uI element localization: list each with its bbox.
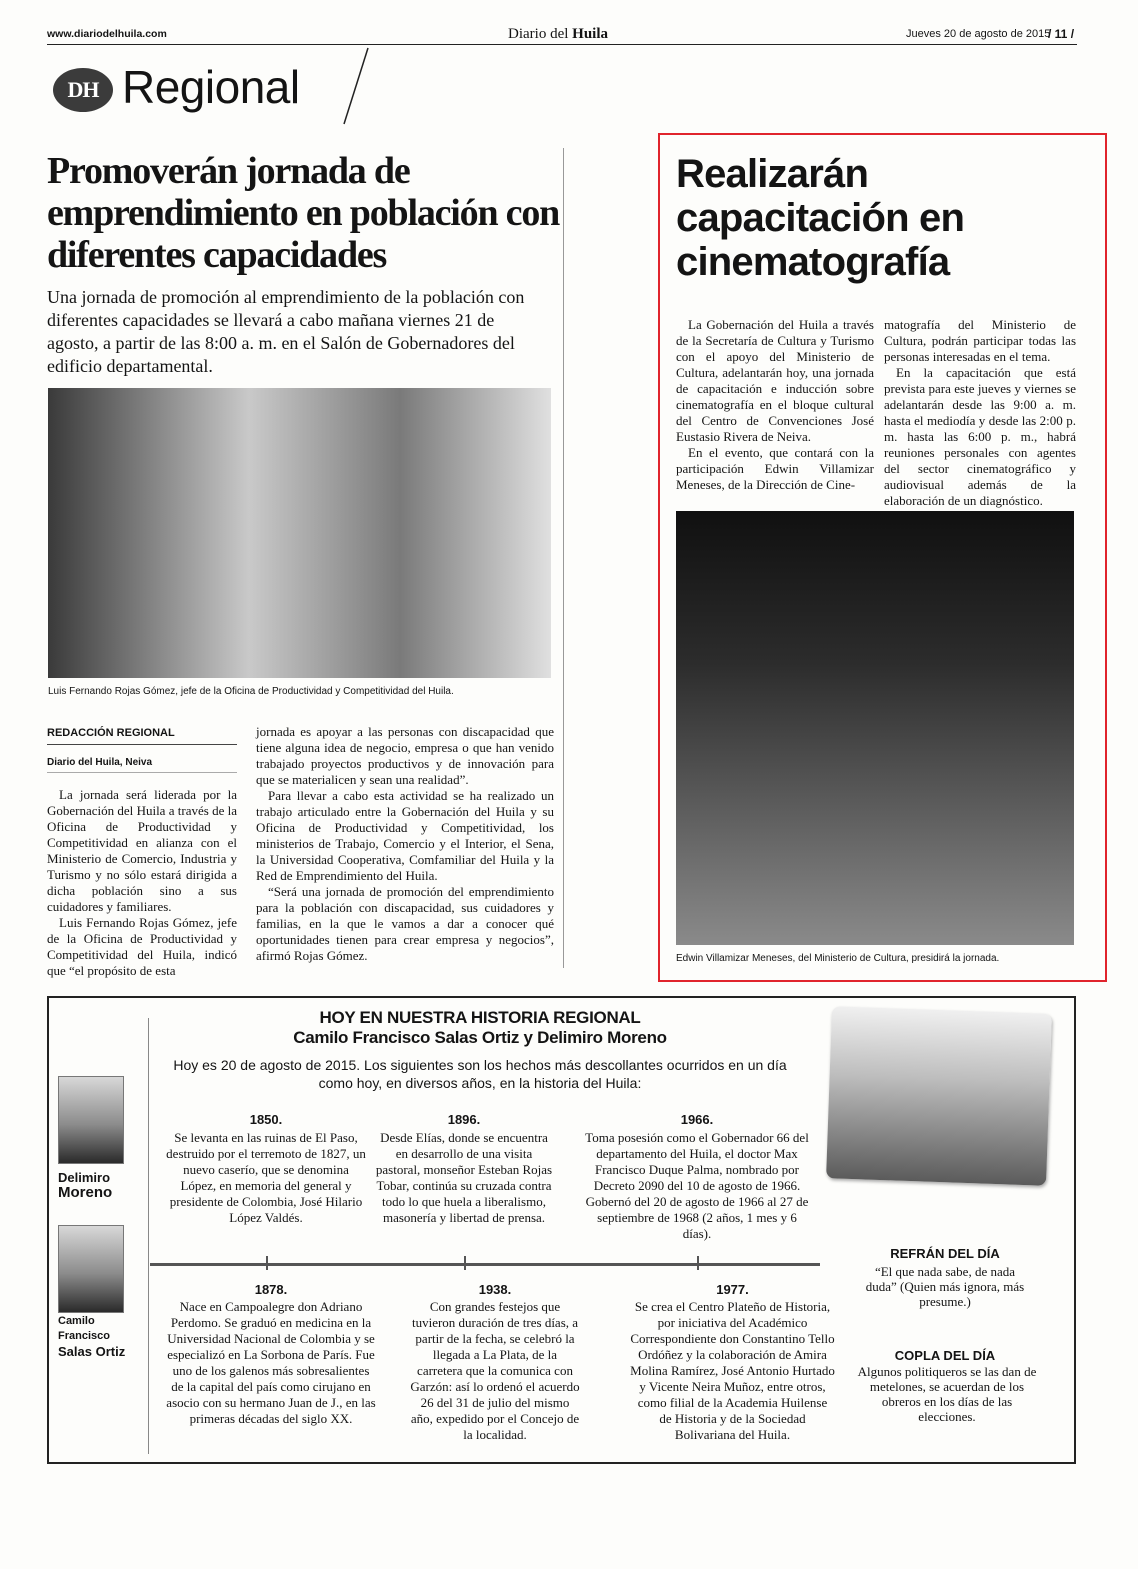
- event-year: 1938.: [478, 1282, 512, 1297]
- author-first-name: Camilo Francisco: [58, 1315, 110, 1342]
- timeline-line: [150, 1263, 820, 1266]
- byline-rule: [47, 772, 237, 773]
- copla-text: Algunos politiqueros se las dan de metelones, se acuerdan de los obreros en los días de las elecciones.: [857, 1364, 1037, 1424]
- author-last-name: Moreno: [58, 1184, 113, 1201]
- byline: REDACCIÓN REGIONAL: [47, 727, 175, 739]
- paragraph: En el evento, que contará con la participación Edwin Villamizar Meneses, de la Dirección de Cine-: [676, 445, 874, 492]
- author-name-salas: [58, 1314, 142, 1359]
- history-authors: Camilo Francisco Salas Ortiz y Delimiro Moreno: [293, 1028, 667, 1047]
- timeline-tick: [464, 1256, 466, 1270]
- event-text: Con grandes festejos que tuvieron duración de tres días, a partir de la fecha, se celebró la llegada a La Plata, de la carretera que la comunica con Garzón: así lo ordenó el acuerdo 26 del 31 de julio del mismo año, expedido por el Concejo de la localidad.: [410, 1299, 580, 1442]
- history-intro: Hoy es 20 de agosto de 2015. Los siguientes son los hechos más descollantes ocurridos en un día como hoy, en diversos años, en la historia del Huila:: [173, 1057, 787, 1091]
- event-year: 1966.: [680, 1112, 714, 1127]
- event-year: 1977.: [716, 1282, 749, 1297]
- history-title: HOY EN NUESTRA HISTORIA REGIONAL: [319, 1008, 641, 1027]
- column-divider: [563, 148, 564, 968]
- section-title: Regional: [122, 61, 300, 113]
- author-portrait-salas: [58, 1225, 124, 1313]
- author-portrait-moreno: [58, 1076, 124, 1164]
- left-lede: Una jornada de promoción al emprendimiento de la población con diferentes capacidades se llevará a cabo mañana viernes 21 de agosto, a partir de las 8:00 a. m. en el Salón de Gobernadores del edificio departamental.: [47, 287, 525, 376]
- refran-text: “El que nada sabe, de nada duda” (Quien más ignora, más presume.): [865, 1264, 1025, 1309]
- event-text: Toma posesión como el Gobernador 66 del departamento del Huila, el doctor Max Francisco Duque Palma, nombrado por Decreto 2090 del 10 de agosto de 1966. Gobernó del 20 de agosto de 1966 al 27 de septiembre de 1968 (2 años, 1 mes y 6 días).: [585, 1130, 809, 1241]
- left-photo-caption: Luis Fernando Rojas Gómez, jefe de la Oficina de Productividad y Competitividad del Huila.: [48, 686, 454, 697]
- masthead: [508, 26, 608, 43]
- camera-operator-photo: [676, 511, 1074, 945]
- refran-title: REFRÁN DEL DÍA: [890, 1246, 1000, 1261]
- header-rule: [47, 44, 1077, 45]
- author-last-name: Salas Ortiz: [58, 1344, 126, 1359]
- event-year: 1878.: [254, 1282, 288, 1297]
- section-logo: DH: [53, 68, 113, 112]
- meeting-photo: [48, 388, 551, 678]
- event-year: 1896.: [447, 1112, 481, 1127]
- issue-date: Jueves 20 de agosto de 2015: [906, 28, 1051, 40]
- paragraph: “Será una jornada de promoción del emprendimiento para la población con discapacidad, sus cuidadores y familias, en la que le vamos a dar a conocer qué oportunidades tienen para crear empresa y negocios”, afirmó Rojas Gómez.: [256, 884, 554, 963]
- paragraph: matografía del Ministerio de Cultura, podrán participar todas las personas interesadas en el tema.: [884, 317, 1076, 364]
- copla-title: COPLA DEL DÍA: [894, 1348, 996, 1363]
- event-year: 1850.: [249, 1112, 283, 1127]
- event-text: Se levanta en las ruinas de El Paso, destruido por el terremoto de 1827, un nuevo caserío, que se denomina López, en memoria del general y presidente de Colombia, José Hilario López Valdés.: [166, 1130, 366, 1225]
- left-article-column-1: [47, 787, 237, 979]
- page-number: / 11 /: [1048, 27, 1075, 41]
- paragraph: jornada es apoyar a las personas con discapacidad que tiene alguna idea de negocio, empresa o que han venido trabajado proyectos productivos y de innovación para que se materialicen y sean una realidad”.: [256, 724, 554, 787]
- section-slash-decoration: [338, 46, 372, 126]
- author-name-moreno: [58, 1170, 138, 1200]
- paragraph: La Gobernación del Huila a través de la Secretaría de Cultura y Turismo con el apoyo del Ministerio de Cultura, adelantarán hoy, una jornada de capacitación e inducción sobre cinematografía en el bloque cultural del Centro de Convenciones José Eustasio Rivera de Neiva.: [676, 317, 874, 444]
- right-photo-caption: Edwin Villamizar Meneses, del Ministerio de Cultura, presidirá la jornada.: [676, 953, 1000, 964]
- byline-rule: [47, 744, 237, 745]
- masthead-bold: Huila: [572, 26, 609, 42]
- city-photo: [826, 1006, 1052, 1186]
- paragraph: Luis Fernando Rojas Gómez, jefe de la Oficina de Productividad y Competitividad del Huila, indicó que “el propósito de esta: [47, 915, 237, 978]
- right-article-column-2: [884, 317, 1076, 509]
- masthead-regular: Diario del: [508, 26, 569, 42]
- event-text: Nace en Campoalegre don Adriano Perdomo. Se graduó en medicina en la Universidad Nacional de Colombia y se especializó en La Sorbona de París. Fue uno de los galenos más sobresalientes de la capital del país como cirujano en asocio con su hermano Juan de J., en las primeras décadas del siglo XX.: [166, 1299, 376, 1426]
- site-url-link[interactable]: www.diariodelhuila.com: [47, 28, 167, 40]
- paragraph: Para llevar a cabo esta actividad se ha realizado un trabajo articulado entre la Gobernación del Huila y su Oficina de Productividad y Competitividad, los ministerios de Trabajo, Comercio y el Interior, el Sena, la Universidad Cooperativa, Comfamiliar del Huila y la Red de Emprendimiento del Huila.: [256, 788, 554, 883]
- right-article-column-1: [676, 317, 874, 493]
- right-headline: Realizarán capacitación en cinematografía: [676, 152, 965, 284]
- timeline-tick: [266, 1256, 268, 1270]
- left-article-column-2: [256, 724, 554, 964]
- paragraph: La jornada será liderada por la Gobernación del Huila a través de la Oficina de Productividad y Competitividad en alianza con el Ministerio de Comercio, Industria y Turismo y no sólo estará dirigida a dicha población sino a sus cuidadores y familiares.: [47, 787, 237, 914]
- byline-outlet: Diario del Huila, Neiva: [47, 757, 153, 768]
- timeline-tick: [697, 1256, 699, 1270]
- history-divider: [148, 1018, 149, 1454]
- left-headline: Promoverán jornada de emprendimiento en población con diferentes capacidades: [47, 150, 560, 276]
- event-text: Se crea el Centro Plateño de Historia, por iniciativa del Académico Correspondiente don Constantino Tello Ordóñez y la colaboración de Amira Molina Ramírez, José Antonio Hurtado y Vicente Neira Muñoz, entre otros, como filial de la Academia Huilense de Historia y de la Sociedad Bolivariana del Huila.: [630, 1299, 835, 1442]
- author-first-name: Delimiro: [58, 1170, 111, 1185]
- paragraph: En la capacitación que está prevista para este jueves y viernes se adelantarán desde las 9:00 a. m. hasta el mediodía y desde las 2:00 p. m. hasta las 6:00 p. m., habrá reuniones personales con agentes del sector cinematográfico y audiovisual además de la elaboración de un diagnóstico.: [884, 365, 1076, 508]
- event-text: Desde Elías, donde se encuentra en desarrollo de una visita pastoral, monseñor Esteban Rojas Tobar, continúa su cruzada contra todo lo que huela a liberalismo, masonería y libertad de prensa.: [375, 1130, 553, 1225]
